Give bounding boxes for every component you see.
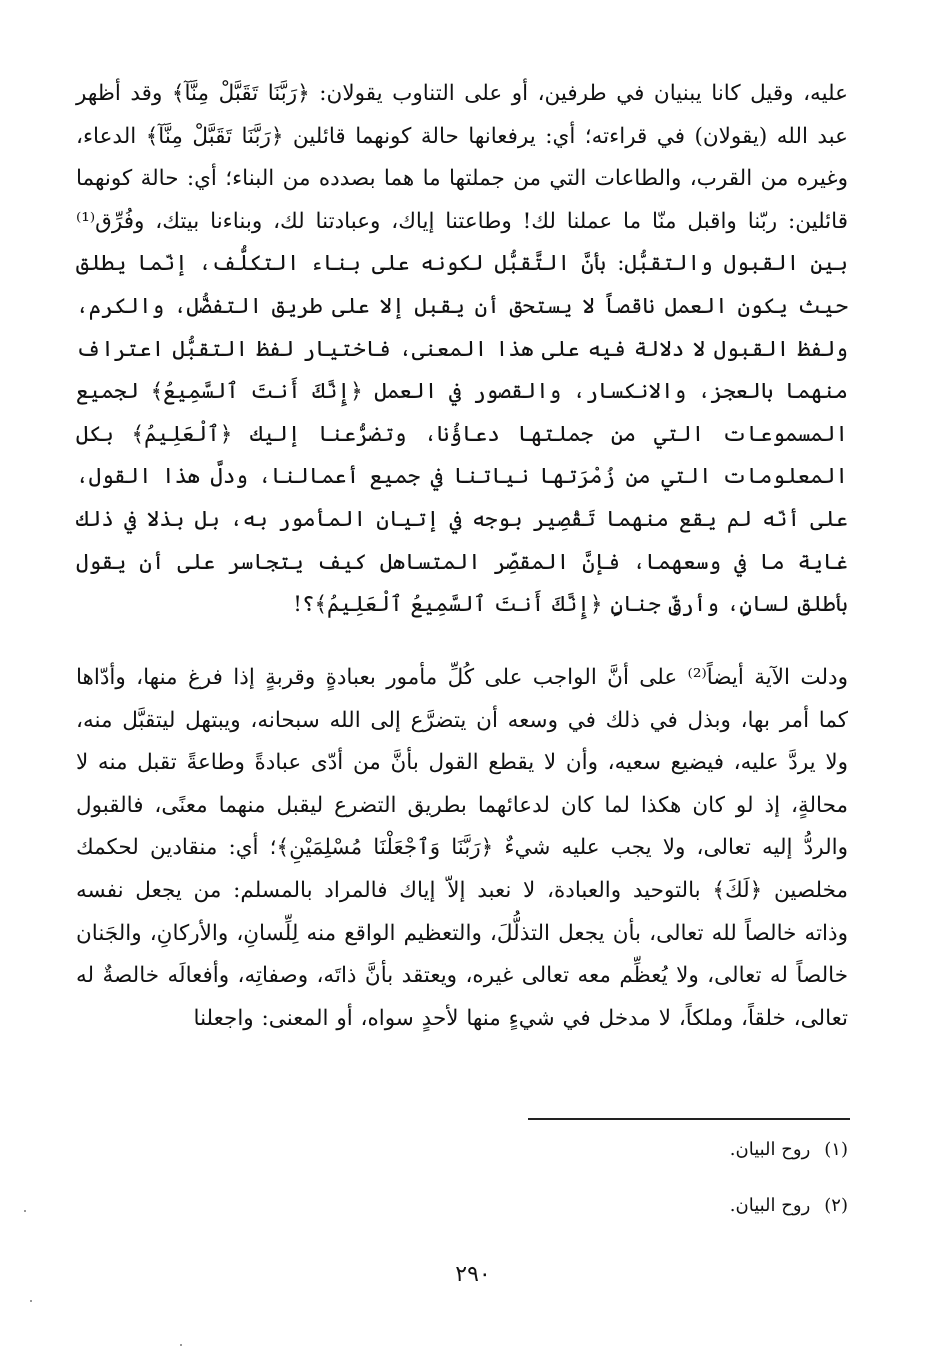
scan-speck [30, 1300, 32, 1302]
footnote-marker: (٢) [824, 1195, 848, 1216]
footnote-separator [528, 1118, 850, 1120]
footnote-marker: (١) [824, 1139, 848, 1160]
footnote-text: روح البيان. [729, 1139, 811, 1160]
page-number: ٢٩٠ [455, 1262, 491, 1287]
scan-speck [180, 1344, 182, 1346]
body-paragraph-2: ودلت الآية أيضاً⁽²⁾ على أنَّ الواجب على كُلِّ مأمور بعبادةٍ وقربةٍ إذا فرغ منها، وأدّاها كما أمر بها، وبذل في ذلك في وسعه أن يتضرَّع إلى الله سبحانه، ويبتهل ليتقبَّل منه، ولا يردَّ عليه، فيضيع سعيه، وأن لا يقطع القول بأنَّ من أدّى عبادةً وطاعةً تقبل منه لا محالةٍ، إذ لو كان هكذا لما كان لدعائهما بطريق التضرع ليقبل منهما معنًى، فالقبول والردُّ إليه تعالى، ولا يجب عليه شيءٌ ﴿رَبَّنَا وَٱجْعَلْنَا مُسْلِمَيْنِ﴾؛ أي: منقادين لحكمك مخلصين ﴿لَكَ﴾ بالتوحيد والعبادة، لا نعبد إلاّ إياك فالمراد بالمسلم: من يجعل نفسه وذاته خالصاً لله تعالى، بأن يجعل التذلُّلَ، والتعظيم الواقع منه لِلِّسانِ، والأركانِ، والجَنان خالصاً له تعالى، ولا يُعظِّم معه تعالى غيره، ويعتقد بأنَّ ذاتَه، وصفاتِه، وأفعالَه خالصةٌ له تعالى، خلقاً، وملكاً، لا مدخل في شيءٍ منها لأحدٍ سواه، أو المعنى: واجعلنا [76, 665, 849, 1031]
footnote-text: روح البيان. [729, 1195, 811, 1216]
scan-speck [24, 1210, 26, 1212]
footnote-2 [500, 1190, 848, 1222]
body-paragraph-1: عليه، وقيل كانا يبنيان في طرفين، أو على التناوب يقولان: ﴿رَبَّنَا تَقَبَّلْ مِنَّآ﴾ وقد أظهر عبد الله (يقولان) في قراءته؛ أي: يرفعانها حالة كونهما قائلين ﴿رَبَّنَا تَقَبَّلْ مِنَّآ﴾ الدعاء، وغيره من القرب، والطاعات التي من جملتها ما هما بصدده من البناء؛ أي: حالة كونهما قائلين: ربّنا واقبل منّا ما عملنا لك! وطاعتنا إياك، وعبادتنا لك، وبناءنا بيتك، وفُرِّق⁽¹⁾ بين القبول والتقبُّل: بأنَّ التَّقبُّل لكونه على بناء التكلُّف، إنّما يطلق حيث يكون العمل ناقصاً لا يستحق أن يقبل إلا على طريق التفضُّل، والكرم، ولفظ القبول لا دلالة فيه على هذا المعنى، فاختيار لفظ التقبُّل اعتراف منهما بالعجز، والانكسار، والقصور في العمل ﴿إِنَّكَ أَنتَ ٱلسَّمِيعُ﴾ لجميع المسموعات التي من جملتها دعاؤُنا، وتضرُّعنا إليك ﴿ٱلْعَلِيمُ﴾ بكل المعلومات التي من زُمْرَتها نياتنا في جميع أعمالنا، ودلَّ هذا القول، على أنّه لم يقع منهما تَقْصِير بوجه في إتيان المأمور به، بل بذلا في ذلك غاية ما في وسعهما، فإنَّ المقصِّر المتساهل كيف يتجاسر على أن يقول بأطلق لسانٍ، وأرقِّ جنانٍ ﴿إِنَّكَ أَنتَ ٱلسَّمِيعُ ٱلْعَلِيمُ﴾؟! [76, 81, 848, 618]
footnote-1 [500, 1134, 848, 1166]
